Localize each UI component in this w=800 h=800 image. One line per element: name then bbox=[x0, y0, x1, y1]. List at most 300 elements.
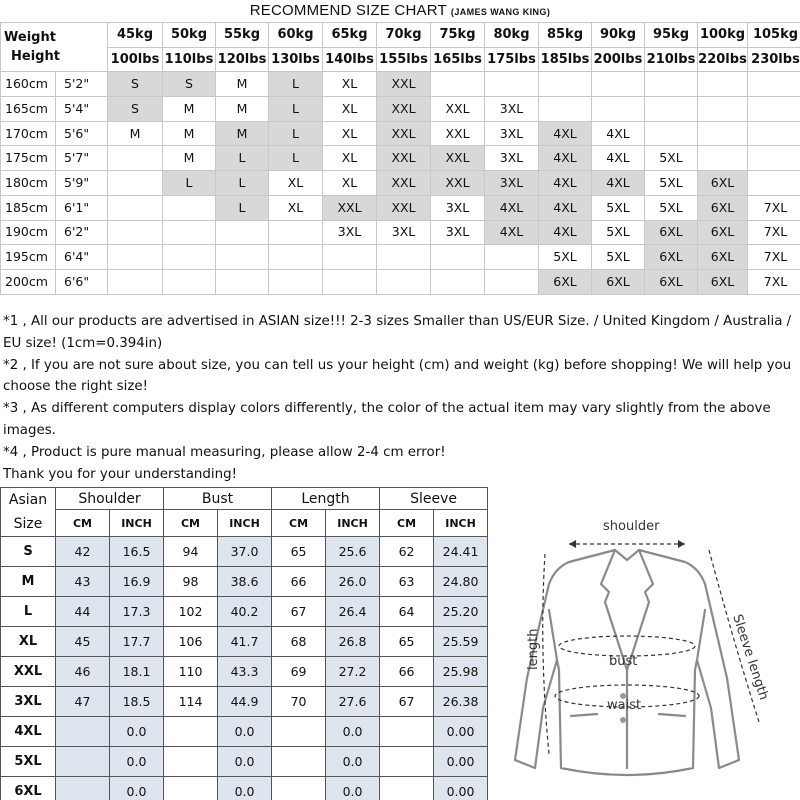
asian-size-cell: M bbox=[1, 567, 56, 597]
measure-value-cell bbox=[272, 717, 326, 747]
size-cell bbox=[323, 245, 377, 270]
size-cell: 6XL bbox=[592, 269, 645, 294]
height-ft-cell: 6'4" bbox=[56, 245, 108, 270]
height-ft-cell: 6'6" bbox=[56, 269, 108, 294]
size-cell bbox=[485, 245, 539, 270]
measure-row bbox=[1, 687, 488, 717]
measure-value-cell: 110 bbox=[164, 657, 218, 687]
measure-value-cell bbox=[380, 777, 434, 800]
measure-value-cell: 44 bbox=[56, 597, 110, 627]
unit-cm-header: CM bbox=[272, 510, 326, 537]
weight-lbs-header: 110lbs bbox=[163, 47, 216, 72]
size-cell: 6XL bbox=[645, 245, 698, 270]
size-cell bbox=[269, 269, 323, 294]
corner-height-label: Height bbox=[11, 49, 60, 65]
measure-row bbox=[1, 747, 488, 777]
measure-value-cell: 0.0 bbox=[218, 777, 272, 800]
measure-value-cell bbox=[380, 747, 434, 777]
measure-value-cell: 45 bbox=[56, 627, 110, 657]
size-cell: 4XL bbox=[539, 121, 592, 146]
measurement-table bbox=[0, 487, 488, 800]
measure-value-cell: 26.0 bbox=[326, 567, 380, 597]
size-cell: 3XL bbox=[377, 220, 431, 245]
size-row bbox=[1, 220, 800, 245]
size-row bbox=[1, 269, 800, 294]
measure-value-cell: 43 bbox=[56, 567, 110, 597]
size-cell bbox=[539, 97, 592, 122]
size-cell: L bbox=[216, 195, 269, 220]
size-cell: 4XL bbox=[539, 195, 592, 220]
weight-kg-header: 55kg bbox=[216, 23, 269, 48]
size-cell: XXL bbox=[377, 171, 431, 196]
size-cell bbox=[216, 220, 269, 245]
weight-lbs-header: 200lbs bbox=[592, 47, 645, 72]
size-cell: 4XL bbox=[539, 220, 592, 245]
weight-kg-header: 45kg bbox=[108, 23, 163, 48]
measure-value-cell: 25.98 bbox=[434, 657, 488, 687]
measure-value-cell: 43.3 bbox=[218, 657, 272, 687]
measure-value-cell: 47 bbox=[56, 687, 110, 717]
measure-value-cell: 114 bbox=[164, 687, 218, 717]
size-cell: 5XL bbox=[592, 195, 645, 220]
size-cell: XL bbox=[269, 171, 323, 196]
unit-header-row bbox=[1, 510, 488, 537]
measure-value-cell: 94 bbox=[164, 537, 218, 567]
kg-header-row bbox=[1, 23, 800, 48]
size-label: Size bbox=[13, 516, 43, 532]
measure-value-cell: 18.1 bbox=[110, 657, 164, 687]
size-cell: L bbox=[269, 146, 323, 171]
size-cell bbox=[377, 269, 431, 294]
size-cell bbox=[485, 269, 539, 294]
weight-lbs-header: 220lbs bbox=[698, 47, 748, 72]
height-cm-cell: 195cm bbox=[1, 245, 56, 270]
weight-kg-header: 50kg bbox=[163, 23, 216, 48]
height-ft-cell: 5'6" bbox=[56, 121, 108, 146]
measure-value-cell: 0.0 bbox=[110, 747, 164, 777]
size-cell: M bbox=[163, 146, 216, 171]
measure-value-cell: 25.6 bbox=[326, 537, 380, 567]
height-ft-cell: 5'4" bbox=[56, 97, 108, 122]
measure-value-cell: 65 bbox=[380, 627, 434, 657]
chart-title bbox=[0, 0, 800, 22]
size-cell bbox=[592, 97, 645, 122]
size-cell bbox=[431, 269, 485, 294]
size-cell bbox=[539, 72, 592, 97]
size-cell: 4XL bbox=[485, 220, 539, 245]
height-cm-cell: 185cm bbox=[1, 195, 56, 220]
measure-group-header: Sleeve bbox=[380, 488, 488, 510]
measure-value-cell bbox=[380, 717, 434, 747]
size-cell: 4XL bbox=[485, 195, 539, 220]
weight-lbs-header: 140lbs bbox=[323, 47, 377, 72]
size-cell: 5XL bbox=[645, 171, 698, 196]
size-cell bbox=[431, 72, 485, 97]
size-cell: XL bbox=[323, 146, 377, 171]
measure-value-cell bbox=[164, 777, 218, 800]
weight-lbs-header: 210lbs bbox=[645, 47, 698, 72]
size-cell: XXL bbox=[377, 146, 431, 171]
corner-cell bbox=[1, 23, 108, 72]
measure-value-cell: 42 bbox=[56, 537, 110, 567]
measure-value-cell: 24.41 bbox=[434, 537, 488, 567]
measure-row bbox=[1, 657, 488, 687]
size-row bbox=[1, 97, 800, 122]
height-cm-cell: 160cm bbox=[1, 72, 56, 97]
asian-size-cell: 5XL bbox=[1, 747, 56, 777]
note-3: *3 , As different computers display colors differently, the color of the actual item may vary slightly from the above images. bbox=[3, 401, 771, 438]
measure-value-cell: 16.5 bbox=[110, 537, 164, 567]
measure-value-cell: 68 bbox=[272, 627, 326, 657]
weight-lbs-header: 120lbs bbox=[216, 47, 269, 72]
asian-label: Asian bbox=[8, 492, 48, 508]
asian-size-cell: XL bbox=[1, 627, 56, 657]
unit-cm-header: CM bbox=[380, 510, 434, 537]
note-4: *4 , Product is pure manual measuring, please allow 2-4 cm error! bbox=[3, 444, 446, 460]
size-cell: S bbox=[108, 72, 163, 97]
size-cell: 3XL bbox=[323, 220, 377, 245]
size-cell: 7XL bbox=[748, 195, 800, 220]
size-cell: XL bbox=[323, 121, 377, 146]
measure-row bbox=[1, 777, 488, 800]
size-row bbox=[1, 171, 800, 196]
asian-size-cell: XXL bbox=[1, 657, 56, 687]
size-cell bbox=[645, 121, 698, 146]
weight-kg-header: 95kg bbox=[645, 23, 698, 48]
height-cm-cell: 165cm bbox=[1, 97, 56, 122]
measure-value-cell: 17.3 bbox=[110, 597, 164, 627]
measure-value-cell: 0.0 bbox=[326, 717, 380, 747]
size-cell: 6XL bbox=[698, 195, 748, 220]
chart-title-main: RECOMMEND SIZE CHART bbox=[249, 2, 447, 19]
size-cell bbox=[269, 220, 323, 245]
size-cell bbox=[163, 245, 216, 270]
size-cell: XXL bbox=[431, 97, 485, 122]
measure-value-cell bbox=[56, 777, 110, 800]
size-cell: 6XL bbox=[698, 220, 748, 245]
bust-ellipse bbox=[559, 636, 695, 656]
size-cell: XXL bbox=[431, 146, 485, 171]
asian-size-header bbox=[1, 488, 56, 537]
measure-value-cell: 24.80 bbox=[434, 567, 488, 597]
measure-value-cell: 62 bbox=[380, 537, 434, 567]
measure-value-cell: 70 bbox=[272, 687, 326, 717]
asian-size-cell: 4XL bbox=[1, 717, 56, 747]
size-cell: M bbox=[216, 97, 269, 122]
measure-row bbox=[1, 537, 488, 567]
size-cell bbox=[216, 245, 269, 270]
measure-value-cell: 0.0 bbox=[218, 747, 272, 777]
measure-value-cell: 44.9 bbox=[218, 687, 272, 717]
unit-cm-header: CM bbox=[164, 510, 218, 537]
measure-value-cell: 0.0 bbox=[110, 777, 164, 800]
weight-kg-header: 60kg bbox=[269, 23, 323, 48]
asian-size-cell: 6XL bbox=[1, 777, 56, 800]
size-cell bbox=[163, 269, 216, 294]
size-cell: 4XL bbox=[592, 171, 645, 196]
asian-size-cell: S bbox=[1, 537, 56, 567]
measure-value-cell: 37.0 bbox=[218, 537, 272, 567]
corner-weight-label: Weight bbox=[4, 30, 56, 46]
measure-value-cell: 0.00 bbox=[434, 717, 488, 747]
size-cell bbox=[431, 245, 485, 270]
size-cell bbox=[748, 72, 800, 97]
size-cell: 6XL bbox=[698, 269, 748, 294]
size-cell: 3XL bbox=[485, 121, 539, 146]
height-ft-cell: 5'7" bbox=[56, 146, 108, 171]
size-cell bbox=[269, 245, 323, 270]
height-cm-cell: 175cm bbox=[1, 146, 56, 171]
size-cell bbox=[323, 269, 377, 294]
size-cell: 3XL bbox=[431, 220, 485, 245]
size-cell: XXL bbox=[431, 121, 485, 146]
size-cell: 4XL bbox=[539, 146, 592, 171]
measure-value-cell: 0.0 bbox=[326, 747, 380, 777]
measure-value-cell: 0.00 bbox=[434, 777, 488, 800]
size-cell bbox=[108, 146, 163, 171]
unit-inch-header: INCH bbox=[326, 510, 380, 537]
measure-value-cell: 26.4 bbox=[326, 597, 380, 627]
weight-lbs-header: 155lbs bbox=[377, 47, 431, 72]
height-cm-cell: 170cm bbox=[1, 121, 56, 146]
size-cell: M bbox=[163, 97, 216, 122]
size-cell: 6XL bbox=[698, 245, 748, 270]
size-cell bbox=[748, 97, 800, 122]
size-cell: XXL bbox=[377, 121, 431, 146]
size-row bbox=[1, 121, 800, 146]
note-1: *1 , All our products are advertised in ASIAN size!!! 2-3 sizes Smaller than US/EUR Size. / United Kingdom / Australia / EU size! (1cm=0.394in) bbox=[3, 314, 792, 351]
size-cell: L bbox=[269, 97, 323, 122]
measure-value-cell: 66 bbox=[272, 567, 326, 597]
height-cm-cell: 180cm bbox=[1, 171, 56, 196]
measure-value-cell: 41.7 bbox=[218, 627, 272, 657]
measure-value-cell: 38.6 bbox=[218, 567, 272, 597]
size-cell bbox=[108, 269, 163, 294]
size-cell: M bbox=[108, 121, 163, 146]
measure-value-cell: 0.00 bbox=[434, 747, 488, 777]
weight-kg-header: 75kg bbox=[431, 23, 485, 48]
measure-group-header: Bust bbox=[164, 488, 272, 510]
weight-kg-header: 70kg bbox=[377, 23, 431, 48]
weight-lbs-header: 165lbs bbox=[431, 47, 485, 72]
measure-value-cell: 16.9 bbox=[110, 567, 164, 597]
weight-kg-header: 105kg bbox=[748, 23, 800, 48]
size-cell: 3XL bbox=[431, 195, 485, 220]
size-cell: XL bbox=[323, 72, 377, 97]
size-cell: 7XL bbox=[748, 220, 800, 245]
measure-value-cell: 102 bbox=[164, 597, 218, 627]
sleeve-length-label: Sleeve length bbox=[729, 612, 772, 702]
size-cell: 4XL bbox=[592, 146, 645, 171]
note-2: *2 , If you are not sure about size, you can tell us your height (cm) and weight (kg) before shopping! We will help you choose the right size! bbox=[3, 357, 792, 395]
measure-group-header: Length bbox=[272, 488, 380, 510]
size-cell: XL bbox=[323, 97, 377, 122]
measure-value-cell: 67 bbox=[380, 687, 434, 717]
measure-row bbox=[1, 627, 488, 657]
waist-label: waist bbox=[607, 698, 642, 713]
size-cell bbox=[592, 72, 645, 97]
measure-value-cell bbox=[272, 747, 326, 777]
weight-lbs-header: 130lbs bbox=[269, 47, 323, 72]
measure-value-cell: 65 bbox=[272, 537, 326, 567]
measure-value-cell: 63 bbox=[380, 567, 434, 597]
weight-lbs-header: 100lbs bbox=[108, 47, 163, 72]
size-cell bbox=[645, 72, 698, 97]
measure-value-cell: 18.5 bbox=[110, 687, 164, 717]
height-ft-cell: 5'9" bbox=[56, 171, 108, 196]
size-cell: M bbox=[163, 121, 216, 146]
height-ft-cell: 5'2" bbox=[56, 72, 108, 97]
size-cell: XXL bbox=[377, 195, 431, 220]
measure-value-cell: 46 bbox=[56, 657, 110, 687]
size-cell: XXL bbox=[431, 171, 485, 196]
size-cell: 6XL bbox=[539, 269, 592, 294]
size-cell: 3XL bbox=[485, 146, 539, 171]
unit-inch-header: INCH bbox=[434, 510, 488, 537]
size-cell bbox=[698, 97, 748, 122]
size-cell: 7XL bbox=[748, 269, 800, 294]
size-cell bbox=[108, 220, 163, 245]
size-cell: 6XL bbox=[698, 171, 748, 196]
weight-kg-header: 65kg bbox=[323, 23, 377, 48]
size-cell: 4XL bbox=[539, 171, 592, 196]
measure-value-cell bbox=[56, 747, 110, 777]
measure-group-header: Shoulder bbox=[56, 488, 164, 510]
height-ft-cell: 6'1" bbox=[56, 195, 108, 220]
size-cell: 5XL bbox=[592, 220, 645, 245]
measure-value-cell: 17.7 bbox=[110, 627, 164, 657]
measure-value-cell: 25.59 bbox=[434, 627, 488, 657]
weight-lbs-header: 185lbs bbox=[539, 47, 592, 72]
measure-value-cell: 69 bbox=[272, 657, 326, 687]
measure-value-cell: 40.2 bbox=[218, 597, 272, 627]
size-cell bbox=[108, 195, 163, 220]
size-cell: M bbox=[216, 121, 269, 146]
size-cell: L bbox=[216, 171, 269, 196]
size-cell: XXL bbox=[323, 195, 377, 220]
shoulder-label: shoulder bbox=[603, 519, 660, 534]
measure-value-cell: 0.0 bbox=[110, 717, 164, 747]
size-row bbox=[1, 245, 800, 270]
height-cm-cell: 200cm bbox=[1, 269, 56, 294]
unit-inch-header: INCH bbox=[218, 510, 272, 537]
size-cell: 3XL bbox=[485, 171, 539, 196]
measure-value-cell: 26.8 bbox=[326, 627, 380, 657]
size-cell bbox=[108, 171, 163, 196]
measure-group-header-row bbox=[1, 488, 488, 510]
measure-value-cell: 27.6 bbox=[326, 687, 380, 717]
measure-value-cell: 27.2 bbox=[326, 657, 380, 687]
size-row bbox=[1, 146, 800, 171]
size-cell: 3XL bbox=[485, 97, 539, 122]
note-thanks: Thank you for your understanding! bbox=[3, 466, 237, 482]
size-cell: XXL bbox=[377, 97, 431, 122]
measure-row bbox=[1, 717, 488, 747]
size-cell: S bbox=[108, 97, 163, 122]
blazer-measurement-diagram bbox=[497, 510, 797, 795]
measure-value-cell: 64 bbox=[380, 597, 434, 627]
length-label: length bbox=[526, 628, 541, 670]
unit-inch-header: INCH bbox=[110, 510, 164, 537]
size-cell bbox=[645, 97, 698, 122]
size-cell: 6XL bbox=[645, 220, 698, 245]
size-cell: XL bbox=[269, 195, 323, 220]
weight-kg-header: 100kg bbox=[698, 23, 748, 48]
size-cell bbox=[163, 220, 216, 245]
size-row bbox=[1, 72, 800, 97]
size-cell: 5XL bbox=[539, 245, 592, 270]
size-cell: 5XL bbox=[592, 245, 645, 270]
size-cell: 4XL bbox=[592, 121, 645, 146]
measure-value-cell: 26.38 bbox=[434, 687, 488, 717]
measure-value-cell: 0.0 bbox=[218, 717, 272, 747]
measure-value-cell: 106 bbox=[164, 627, 218, 657]
size-cell bbox=[748, 146, 800, 171]
size-cell bbox=[216, 269, 269, 294]
size-cell: XL bbox=[323, 171, 377, 196]
measure-value-cell: 66 bbox=[380, 657, 434, 687]
size-cell: L bbox=[163, 171, 216, 196]
size-cell: L bbox=[269, 72, 323, 97]
unit-cm-header: CM bbox=[56, 510, 110, 537]
size-cell bbox=[163, 195, 216, 220]
size-cell: L bbox=[216, 146, 269, 171]
size-cell: 5XL bbox=[645, 195, 698, 220]
height-ft-cell: 6'2" bbox=[56, 220, 108, 245]
lbs-header-row bbox=[1, 47, 800, 72]
measure-value-cell: 0.0 bbox=[326, 777, 380, 800]
measure-value-cell bbox=[164, 747, 218, 777]
measure-value-cell bbox=[272, 777, 326, 800]
size-cell: M bbox=[216, 72, 269, 97]
size-cell bbox=[377, 245, 431, 270]
size-cell: S bbox=[163, 72, 216, 97]
size-cell bbox=[698, 72, 748, 97]
size-cell: L bbox=[269, 121, 323, 146]
size-cell: 6XL bbox=[645, 269, 698, 294]
size-cell bbox=[698, 121, 748, 146]
weight-lbs-header: 175lbs bbox=[485, 47, 539, 72]
size-row bbox=[1, 195, 800, 220]
weight-kg-header: 80kg bbox=[485, 23, 539, 48]
measure-row bbox=[1, 567, 488, 597]
recommend-size-table bbox=[0, 22, 800, 295]
measure-value-cell bbox=[56, 717, 110, 747]
asian-size-cell: L bbox=[1, 597, 56, 627]
size-cell: XXL bbox=[377, 72, 431, 97]
size-cell bbox=[485, 72, 539, 97]
size-cell bbox=[698, 146, 748, 171]
weight-kg-header: 85kg bbox=[539, 23, 592, 48]
measure-value-cell: 25.20 bbox=[434, 597, 488, 627]
bust-label: bust bbox=[609, 654, 638, 669]
weight-kg-header: 90kg bbox=[592, 23, 645, 48]
size-cell: 7XL bbox=[748, 245, 800, 270]
measure-value-cell bbox=[164, 717, 218, 747]
notes-section bbox=[3, 311, 797, 485]
height-cm-cell: 190cm bbox=[1, 220, 56, 245]
measure-value-cell: 98 bbox=[164, 567, 218, 597]
size-cell: 5XL bbox=[645, 146, 698, 171]
weight-lbs-header: 230lbs bbox=[748, 47, 800, 72]
size-cell bbox=[748, 121, 800, 146]
size-cell bbox=[748, 171, 800, 196]
chart-title-brand: (JAMES WANG KING) bbox=[450, 7, 551, 17]
size-cell bbox=[108, 245, 163, 270]
measure-row bbox=[1, 597, 488, 627]
asian-size-cell: 3XL bbox=[1, 687, 56, 717]
measure-value-cell: 67 bbox=[272, 597, 326, 627]
